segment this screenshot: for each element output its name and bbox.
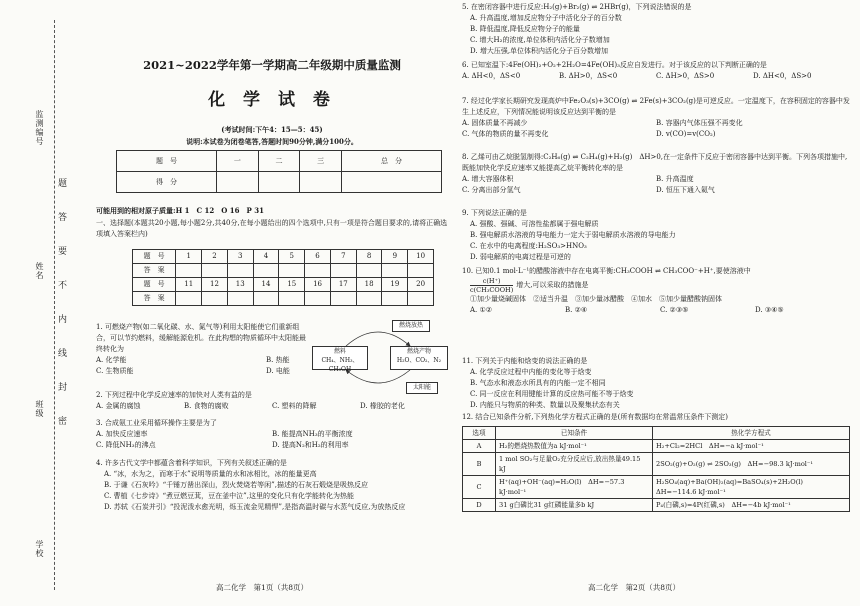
sun-box: 太阳能: [406, 382, 438, 394]
condition-cell: 1 mol SO₂与足量O₂充分反应后,放出热量49.15 kJ: [496, 453, 653, 476]
grid-num: 5: [279, 250, 305, 264]
answer-cell[interactable]: [305, 264, 331, 278]
seal-char: 答: [58, 213, 68, 223]
page-footer: 高二化学 第1页（共8页）: [216, 583, 309, 592]
fuel-box: [312, 346, 368, 373]
school-label: 学校: [35, 540, 44, 558]
grid-num: 14: [253, 278, 279, 292]
option[interactable]: A. 化学反应过程中内能的变化等于焓变: [470, 368, 592, 376]
equation-cell: H₂+Cl₂=2HCl ΔH=−a kJ·mol⁻¹: [653, 440, 850, 453]
question-options: [462, 174, 850, 196]
question-6: [462, 60, 850, 82]
answer-cell[interactable]: [202, 264, 228, 278]
fuel-label: 燃料: [333, 348, 346, 355]
page-2: [462, 0, 850, 606]
measure-list: ①加少量烧碱固体 ②适当升温 ③加少量冰醋酸 ④加水 ⑤加少量醋酸钠固体: [470, 295, 722, 303]
fraction-line: [462, 277, 850, 294]
question-stem: 6. 已知室温下:4Fe(OH)₂+O₂+2H₂O=4Fe(OH)₃反应自发进行。对于该反应的以下判断正确的是: [462, 61, 767, 69]
answer-cell[interactable]: [202, 292, 228, 306]
answer-cell[interactable]: [279, 264, 305, 278]
fraction-numerator: c(H⁺): [470, 277, 513, 286]
score-header-cell: 题 号: [117, 151, 217, 172]
answer-cell[interactable]: [253, 264, 279, 278]
class-label: 班级: [35, 400, 44, 418]
section-1-heading: 一、选择题(本题共20小题,每小题2分,共40分,在每小题给出的四个选项中,只有一项是符合题目要求的,请将正确选项填入答案栏内): [96, 219, 448, 238]
product-box: [390, 346, 448, 370]
product-formula: H₂O、CO₂、N₂: [396, 357, 442, 364]
option[interactable]: C. ΔH>0，ΔS>0: [656, 72, 715, 80]
grid-num: 19: [382, 278, 408, 292]
question-7: [462, 96, 850, 140]
fraction-denominator: c(CH₃COOH): [470, 286, 514, 294]
grid-num: 16: [305, 278, 331, 292]
grid-answer-label: 答 案: [133, 264, 176, 278]
name-label: 姓名: [35, 262, 44, 280]
answer-grid: [132, 249, 434, 306]
option[interactable]: B. ΔH>0，ΔS<0: [559, 72, 618, 80]
score-table: [116, 150, 442, 193]
question-stem: 3. 合成氨工业采用循环操作主要是为了: [96, 419, 217, 427]
question-options: [96, 401, 448, 412]
question-5: [462, 2, 850, 57]
page-footer: 高二化学 第2页（共8页）: [588, 583, 681, 592]
table-header: 选项: [463, 427, 496, 440]
option[interactable]: B. 降低温度,降低反应物分子的能量: [470, 25, 580, 33]
condition-cell: 31 g白磷比31 g红磷能量多b kJ: [496, 499, 653, 512]
grid-num: 4: [253, 250, 279, 264]
seal-char: 内: [58, 315, 68, 325]
binding-margin: [0, 0, 92, 606]
exam-time: (考试时间:下午4：15—5：45): [221, 125, 323, 134]
heat-box: 燃烧放热: [392, 320, 430, 332]
grid-num: 20: [408, 278, 434, 292]
option[interactable]: C. ②③⑤: [660, 306, 689, 314]
table-row: [463, 440, 850, 453]
grid-num: 12: [202, 278, 228, 292]
score-header-cell: 三: [300, 151, 342, 172]
question-11: [462, 356, 850, 411]
option-cell[interactable]: A: [463, 440, 496, 453]
condition-cell: H⁺(aq)+OH⁻(aq)=H₂O(l) ΔH=−57.3 kJ·mol⁻¹: [496, 476, 653, 499]
score-cell[interactable]: [341, 172, 441, 193]
grid-num: 2: [202, 250, 228, 264]
seal-line: [54, 20, 55, 590]
option[interactable]: A. ①②: [470, 306, 493, 314]
option[interactable]: B. 能提高NH₃的平衡浓度: [272, 430, 353, 438]
question-stem: 7. 经过化学家长期研究发现高炉中Fe₂O₃(s)+3CO(g) ⇌ 2Fe(s)+3CO₂(g)是可逆反应。一定温度下，在容积固定的容器中发生上述反应，下列情况能说明该反应达到平衡的是: [462, 97, 850, 116]
grid-num: 10: [408, 250, 434, 264]
option[interactable]: B. 热能: [266, 356, 290, 364]
answer-cell[interactable]: [305, 292, 331, 306]
answer-cell[interactable]: [408, 264, 434, 278]
grid-head: 题 号: [133, 278, 176, 292]
option[interactable]: C. 曹植《七步诗》“煮豆燃豆萁，豆在釜中泣”,这里的变化只有化学能转化为热能: [104, 492, 354, 500]
condition-cell: H₂的燃烧热数值为a kJ·mol⁻¹: [496, 440, 653, 453]
answer-cell[interactable]: [176, 264, 202, 278]
option[interactable]: C. 降低NH₃的沸点: [96, 441, 156, 449]
option[interactable]: D. 恒压下通入氦气: [656, 186, 715, 194]
subject-title: 化 学 试 卷: [208, 90, 336, 110]
seal-char: 要: [58, 247, 68, 257]
product-label: 燃烧产物: [406, 348, 431, 355]
option[interactable]: D. 电能: [266, 367, 290, 375]
option[interactable]: D. 弱电解质的电离过程是可逆的: [470, 253, 571, 261]
grid-num: 13: [227, 278, 253, 292]
score-header-cell: 总 分: [341, 151, 441, 172]
answer-cell[interactable]: [382, 264, 408, 278]
option[interactable]: C. 增大H₂的浓度,单位体积内活化分子数增加: [470, 36, 610, 44]
option[interactable]: B. ②④: [565, 306, 588, 314]
seal-char: 不: [58, 281, 68, 291]
score-cell[interactable]: [217, 172, 259, 193]
grid-num: 6: [305, 250, 331, 264]
score-header-cell: 二: [258, 151, 300, 172]
option[interactable]: C. 分离出部分氢气: [462, 186, 521, 194]
option-cell[interactable]: D: [463, 499, 496, 512]
answer-cell[interactable]: [382, 292, 408, 306]
grid-num: 8: [356, 250, 382, 264]
question-options: [96, 429, 448, 451]
fuel-formula: CH₄、NH₃、CH₃OH: [321, 357, 359, 373]
question-stem: 2. 下列过程中化学反应速率的加快对人类有益的是: [96, 391, 252, 399]
seal-char: 密: [58, 417, 68, 427]
answer-cell[interactable]: [408, 292, 434, 306]
option[interactable]: B. 升高温度: [656, 175, 694, 183]
answer-cell[interactable]: [176, 292, 202, 306]
question-options: [462, 305, 850, 316]
grid-num: 18: [356, 278, 382, 292]
answer-cell[interactable]: [356, 264, 382, 278]
answer-cell[interactable]: [356, 292, 382, 306]
question-stem: 1. 可燃烧产物(如二氧化碳、水、氮气等)利用太阳能使它们重新组合，可以节约燃料，缓解能源危机。在此构想的物质循环中太阳能最终转化为: [96, 323, 306, 353]
answer-cell[interactable]: [227, 292, 253, 306]
option[interactable]: B. 食物的腐败: [184, 402, 229, 410]
question-8: [462, 152, 850, 196]
option[interactable]: A. 加快反应速率: [96, 430, 148, 438]
grid-num: 9: [382, 250, 408, 264]
option[interactable]: C. 气体的物质的量不再变化: [462, 130, 549, 138]
question-10: [462, 266, 850, 316]
option[interactable]: A. 升高温度,增加反应物分子中活化分子的百分数: [470, 14, 622, 22]
concentration-ratio: [470, 277, 513, 294]
question-3: [96, 418, 448, 451]
answer-cell[interactable]: [253, 292, 279, 306]
grid-answer-label: 答 案: [133, 292, 176, 306]
score-cell[interactable]: [300, 172, 342, 193]
option[interactable]: A. 增大容器体积: [462, 175, 514, 183]
grid-num: 1: [176, 250, 202, 264]
option[interactable]: B. 强电解质水溶液的导电能力一定大于弱电解质水溶液的导电能力: [470, 231, 676, 239]
question-options: [462, 118, 850, 140]
question-4: [96, 458, 448, 513]
question-1: [96, 322, 308, 377]
table-header: 热化学方程式: [653, 427, 850, 440]
answer-cell[interactable]: [227, 264, 253, 278]
question-stem: 5. 在密闭容器中进行反应:H₂(g)+Br₂(g) ⇌ 2HBr(g)，下列说法错误的是: [462, 3, 692, 11]
grid-num: 11: [176, 278, 202, 292]
answer-cell[interactable]: [279, 292, 305, 306]
exam-title: 2021~2022学年第一学期高二年级期中质量监测: [143, 58, 401, 72]
option[interactable]: A. 金属的腐蚀: [96, 402, 141, 410]
option[interactable]: D. 增大压强,单位体积内活化分子百分数增加: [470, 47, 609, 55]
option[interactable]: D. 橡胶的老化: [360, 402, 405, 410]
option[interactable]: D. v(CO)=v(CO₂): [656, 130, 716, 138]
option[interactable]: C. 在水中的电离程度:H₂SO₃>HNO₃: [470, 242, 587, 250]
option[interactable]: A. 固体质量不再减少: [462, 119, 528, 127]
score-cell[interactable]: [258, 172, 300, 193]
energy-cycle-diagram: [312, 320, 448, 394]
table-header: 已知条件: [496, 427, 653, 440]
option[interactable]: D. 内能只与物质的种类、数量以及聚集状态有关: [470, 401, 620, 409]
question-stem: 9. 下列说法正确的是: [462, 209, 527, 217]
table-row: [463, 499, 850, 512]
exam-note: 说明:本试卷为闭卷笔答,答题时间90分钟,满分100分。: [186, 137, 358, 146]
question-2: [96, 390, 448, 412]
question-9: [462, 208, 850, 263]
equation-cell: 2SO₂(g)+O₂(g) ⇌ 2SO₃(g) ΔH=−98.3 kJ·mol⁻¹: [653, 453, 850, 476]
question-stem: 11. 下列关于内能和焓变的说法正确的是: [462, 357, 588, 365]
page-1: [96, 0, 448, 606]
grid-num: 7: [330, 250, 356, 264]
option[interactable]: A. 化学能: [96, 356, 127, 364]
option[interactable]: C. 塑料的降解: [272, 402, 317, 410]
answer-cell[interactable]: [330, 292, 356, 306]
option[interactable]: B. 容器内气体压强不再变化: [656, 119, 743, 127]
option[interactable]: D. 苏轼《石炭并引》“投泥泼水愈光明，烁玉流金见精悍”,是指高温时碳与水蒸气反应,为放热反应: [104, 503, 406, 511]
grid-head: 题 号: [133, 250, 176, 264]
equation-cell: H₂SO₄(aq)+Ba(OH)₂(aq)=BaSO₄(s)+2H₂O(l) ΔH=−114.6 kJ·mol⁻¹: [653, 476, 850, 499]
option[interactable]: A. “冰，水为之，而寒于水”说明等质量的水和冰相比，冰的能量更高: [104, 470, 317, 478]
option[interactable]: B. 气态水和液态水所具有的内能一定不相同: [470, 379, 606, 387]
score-row-label: 得 分: [117, 172, 217, 193]
option[interactable]: D. 提高N₂和H₂的利用率: [272, 441, 349, 449]
question-stem: 4. 许多古代文学中都蕴含着科学知识，下列有关叙述正确的是: [96, 459, 287, 467]
table-row: [463, 476, 850, 499]
question-stem: 8. 乙烯可由乙烷脱氢制得:C₂H₆(g) ⇌ C₂H₄(g)+H₂(g) ΔH>0,在一定条件下反应于密闭容器中达到平衡。下列各项措施中,既能加快化学反应速率又能提高乙烷平衡转化率的是: [462, 153, 848, 172]
score-header-cell: 一: [217, 151, 259, 172]
option-cell[interactable]: B: [463, 453, 496, 476]
question-stem-tail: 增大,可以采取的措施是: [516, 281, 589, 289]
question-stem: 10. 已知0.1 mol·L⁻¹的醋酸溶液中存在电离平衡:CH₃COOH ⇌ CH₃COO⁻+H⁺,要使溶液中: [462, 267, 751, 275]
seal-char: 题: [58, 179, 68, 189]
option[interactable]: C. 生物质能: [96, 367, 134, 375]
option[interactable]: D. ③④⑤: [755, 306, 784, 314]
table-row: [463, 453, 850, 476]
seal-char: 线: [58, 349, 68, 359]
grid-num: 3: [227, 250, 253, 264]
option[interactable]: A. ΔH<0，ΔS<0: [462, 72, 521, 80]
question-12-stem: 12. 结合已知条件分析,下列热化学方程式正确的是(所有数据均在常温常压条件下测定): [462, 413, 729, 421]
option[interactable]: B. 于谦《石灰吟》“千锤万凿出深山，烈火焚烧若等闲”,描述的石灰石煅烧是吸热反应: [104, 481, 368, 489]
question-options: [462, 71, 850, 82]
option-cell[interactable]: C: [463, 476, 496, 499]
answer-cell[interactable]: [330, 264, 356, 278]
option[interactable]: C. 同一反应在利用键能计算的反应热可能不等于焓变: [470, 390, 634, 398]
question-12-table: [462, 426, 850, 512]
seal-char: 封: [58, 383, 68, 393]
option[interactable]: A. 强酸、强碱、可溶性盐都属于强电解质: [470, 220, 599, 228]
option[interactable]: D. ΔH<0，ΔS>0: [753, 72, 812, 80]
grid-num: 15: [279, 278, 305, 292]
id-label: 监测编号: [35, 110, 44, 146]
atomic-mass: 可能用到的相对原子质量:H 1 C 12 O 16 P 31: [96, 206, 264, 215]
equation-cell: P₄(白磷,s)=4P(红磷,s) ΔH=−4b kJ·mol⁻¹: [653, 499, 850, 512]
grid-num: 17: [330, 278, 356, 292]
